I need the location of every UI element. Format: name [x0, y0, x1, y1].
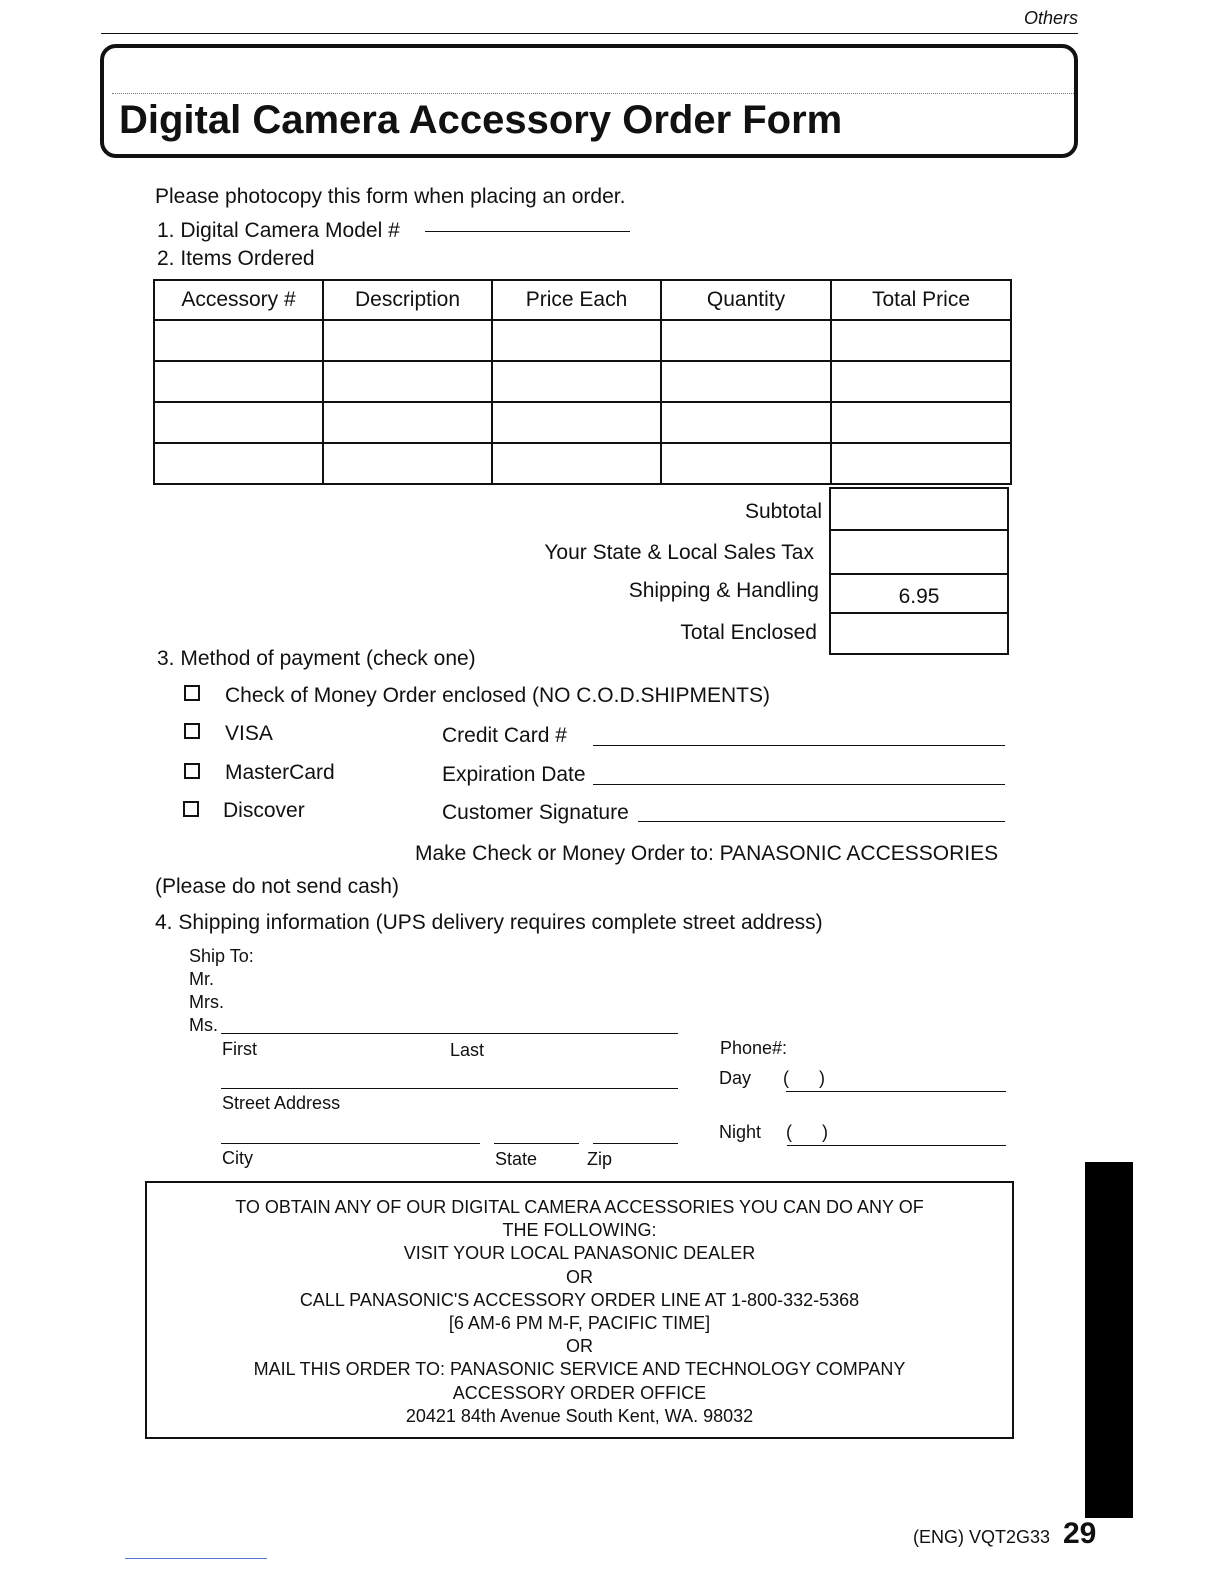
- header-rule: [101, 33, 1078, 34]
- table-cell[interactable]: [831, 320, 1011, 361]
- table-cell[interactable]: [661, 402, 831, 443]
- total-field[interactable]: [829, 612, 1009, 655]
- info-line: [6 AM-6 PM M-F, PACIFIC TIME]: [448, 1313, 711, 1334]
- table-cell[interactable]: [661, 361, 831, 402]
- intro-text: Please photocopy this form when placing an order.: [155, 185, 626, 208]
- day-phone-field[interactable]: [786, 1091, 1006, 1092]
- col-accessory: Accessory #: [154, 280, 323, 320]
- info-line: VISIT YOUR LOCAL PANASONIC DEALER: [403, 1243, 756, 1264]
- discover-checkbox[interactable]: [183, 801, 199, 817]
- state-field[interactable]: [494, 1143, 579, 1144]
- table-row: [154, 320, 1011, 361]
- info-line: TO OBTAIN ANY OF OUR DIGITAL CAMERA ACCESSORIES YOU CAN DO ANY OF: [235, 1197, 924, 1217]
- col-description: Description: [323, 280, 492, 320]
- info-line: OR: [566, 1336, 593, 1357]
- tax-label: Your State & Local Sales Tax: [544, 541, 814, 564]
- side-tab: [1085, 1162, 1133, 1518]
- night-phone-field[interactable]: [787, 1145, 1006, 1146]
- mrs-label: Mrs.: [189, 992, 224, 1012]
- table-header-row: [154, 280, 1011, 320]
- expiration-label: Expiration Date: [442, 763, 586, 786]
- items-label: 2. Items Ordered: [157, 247, 315, 270]
- street-label: Street Address: [222, 1093, 341, 1113]
- items-table: [153, 279, 1012, 485]
- credit-card-label: Credit Card #: [442, 724, 567, 747]
- payment-heading: 3. Method of payment (check one): [157, 647, 476, 670]
- tax-field[interactable]: [829, 529, 1009, 575]
- col-price-each: Price Each: [492, 280, 661, 320]
- table-cell[interactable]: [154, 320, 323, 361]
- night-label: Night: [719, 1122, 762, 1142]
- section-label: Others: [1023, 8, 1078, 28]
- model-field[interactable]: [425, 231, 630, 232]
- first-label: First: [222, 1039, 257, 1059]
- mr-label: Mr.: [189, 969, 214, 989]
- mastercard-label: MasterCard: [225, 761, 335, 784]
- info-line: OR: [566, 1266, 593, 1287]
- signature-field[interactable]: [638, 821, 1005, 822]
- table-cell[interactable]: [323, 443, 492, 484]
- shipping-label: Shipping & Handling: [628, 579, 819, 602]
- col-quantity: Quantity: [661, 280, 831, 320]
- info-line: THE FOLLOWING:: [502, 1220, 657, 1241]
- expiration-field[interactable]: [593, 784, 1005, 785]
- cash-note: (Please do not send cash): [155, 875, 399, 898]
- shipping-field: 6.95: [829, 573, 1009, 614]
- visa-label: VISA: [225, 722, 273, 745]
- page-title: Digital Camera Accessory Order Form: [119, 98, 843, 142]
- footer-rule: [125, 1558, 267, 1559]
- table-cell[interactable]: [323, 402, 492, 443]
- table-cell[interactable]: [492, 320, 661, 361]
- phone-label: Phone#:: [720, 1038, 788, 1058]
- signature-label: Customer Signature: [442, 801, 629, 824]
- table-cell[interactable]: [492, 402, 661, 443]
- make-check-note: Make Check or Money Order to: PANASONIC ACCESSORIES: [415, 842, 999, 865]
- info-line: CALL PANASONIC'S ACCESSORY ORDER LINE AT 1-800-332-5368: [299, 1289, 860, 1310]
- table-cell[interactable]: [154, 361, 323, 402]
- city-field[interactable]: [221, 1143, 480, 1144]
- table-cell[interactable]: [492, 443, 661, 484]
- info-line: 20421 84th Avenue South Kent, WA. 98032: [405, 1405, 754, 1426]
- model-label: 1. Digital Camera Model #: [157, 219, 400, 242]
- title-divider: [112, 93, 1074, 94]
- ms-label: Ms.: [189, 1015, 218, 1035]
- subtotal-label: Subtotal: [744, 500, 822, 523]
- table-cell[interactable]: [492, 361, 661, 402]
- last-label: Last: [450, 1040, 485, 1060]
- total-label: Total Enclosed: [680, 621, 817, 644]
- credit-card-field[interactable]: [593, 745, 1005, 746]
- table-cell[interactable]: [323, 320, 492, 361]
- table-cell[interactable]: [831, 443, 1011, 484]
- info-box: [145, 1181, 1014, 1439]
- zip-field[interactable]: [593, 1143, 678, 1144]
- table-row: [154, 402, 1011, 443]
- info-line: ACCESSORY ORDER OFFICE: [452, 1382, 707, 1403]
- table-cell[interactable]: [323, 361, 492, 402]
- table-cell[interactable]: [661, 443, 831, 484]
- col-total-price: Total Price: [831, 280, 1011, 320]
- name-field[interactable]: [221, 1033, 678, 1034]
- night-area-code: ( ): [786, 1122, 828, 1142]
- info-line: MAIL THIS ORDER TO: PANASONIC SERVICE AND TECHNOLOGY COMPANY: [253, 1359, 906, 1380]
- mastercard-checkbox[interactable]: [184, 763, 200, 779]
- check-money-order-checkbox[interactable]: [184, 685, 200, 701]
- zip-label: Zip: [587, 1149, 613, 1169]
- state-label: State: [495, 1149, 538, 1169]
- table-cell[interactable]: [831, 361, 1011, 402]
- street-field[interactable]: [221, 1088, 678, 1089]
- ship-to-label: Ship To:: [189, 946, 254, 966]
- city-label: City: [222, 1148, 253, 1168]
- table-cell[interactable]: [661, 320, 831, 361]
- day-label: Day: [719, 1068, 752, 1088]
- table-cell[interactable]: [154, 402, 323, 443]
- shipping-heading: 4. Shipping information (UPS delivery requires complete street address): [155, 911, 823, 934]
- table-row: [154, 443, 1011, 484]
- day-area-code: ( ): [783, 1068, 825, 1088]
- footer-code: (ENG) VQT2G33: [913, 1527, 1051, 1547]
- page-number: 29: [1063, 1517, 1097, 1550]
- table-row: [154, 361, 1011, 402]
- subtotal-field[interactable]: [829, 487, 1009, 531]
- table-cell[interactable]: [831, 402, 1011, 443]
- check-money-order-label: Check of Money Order enclosed (NO C.O.D.SHIPMENTS): [225, 684, 770, 707]
- discover-label: Discover: [223, 799, 305, 822]
- visa-checkbox[interactable]: [184, 723, 200, 739]
- table-cell[interactable]: [154, 443, 323, 484]
